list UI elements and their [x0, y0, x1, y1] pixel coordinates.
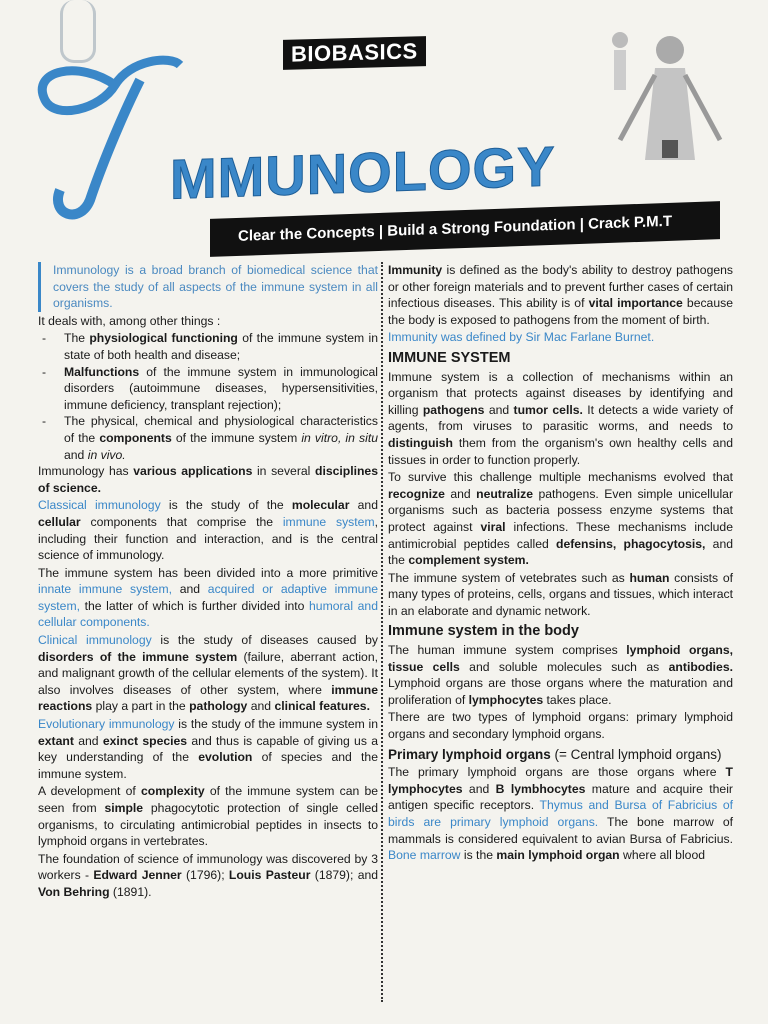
paragraph: Clinical immunology is the study of diseases caused by disorders of the immune system (failure, aberrant action, and malignant growth of the cellular elements of the system). It also involves diseases of other system, where immune reactions play a part in the pathology and clinical features. [38, 633, 378, 714]
paragraph: The primary lymphoid organs are those organs where T lymphocytes and B lymbhocytes mature and acquire their antigen specific receptors. Thymus and Bursa of Fabricius of birds are primary lymphoid organs. The bone marrow of mammals is considered equivalent to avian Bursa of Fabricius. Bone marrow is the main lymphoid organ where all blood [388, 765, 733, 863]
paragraph: Immunity is defined as the body's ability to destroy pathogens or other foreign materials and to prevent further cases of certain infectious diseases. This ability is of vital importance because the body is exposed to pathogens from the moment of birth. [388, 263, 733, 327]
human-anatomy-figure-icon [560, 20, 740, 220]
right-column [388, 262, 733, 865]
paragraph: There are two types of lymphoid organs: primary lymphoid organs and secondary lymphoid organs. [388, 710, 733, 742]
left-column [38, 262, 378, 902]
section-heading: IMMUNE SYSTEM [388, 349, 511, 366]
paragraph: To survive this challenge multiple mechanisms evolved that recognize and neutralize pathogens. Even simple unicellular organisms such as bacteria possess enzyme systems that protect against viral infections. These mechanisms include antimicrobial peptides called defensins, phagocytosis, and the complement system. [388, 470, 734, 568]
tagline-banner: Clear the Concepts | Build a Strong Foundation | Crack P.M.T [210, 201, 720, 257]
section-heading: Immune system in the body [388, 623, 579, 640]
paragraph: A development of complexity of the immune system can be seen from simple phagocytotic protection of single celled organisms, to circulating antimicrobial peptides in insects to lymphoid organs in vertebrates. [38, 784, 378, 849]
paragraph: Immune system is a collection of mechanisms within an organism that protects against diseases by identifying and killing pathogens and tumor cells. It detects a wide variety of agents, from viruses to parasitic worms, and needs to distinguish them from the organism's own healthy cells and tissues in order to function properly. [388, 369, 733, 467]
column-divider [381, 262, 383, 1002]
paragraph: Immunology has various applications in several disciplines of science. [38, 464, 378, 495]
list-item: - The physiological functioning of the immune system in state of both health and disease; [64, 330, 378, 363]
paragraph: Evolutionary immunology is the study of the immune system in extant and exinct species and thus is capable of giving us a key understanding of the evolution of species and the immune system. [38, 717, 378, 781]
paragraph: The foundation of science of immunology was discovered by 3 workers - Edward Jenner (1796); Louis Pasteur (1879); and Von Behring (1891). [38, 851, 379, 899]
paragraph: The immune system has been divided into a more primitive innate immune system, and acquired or adaptive immune system, the latter of which is further divided into humoral and cellular components. [38, 565, 378, 630]
deals-line: It deals with, among other things : [38, 313, 221, 328]
subsection-heading: Primary lymphoid organs (= Central lymphoid organs) [388, 746, 722, 762]
paragraph: Immunity was defined by Sir Mac Farlane Burnet. [388, 330, 655, 345]
intro-paragraph: Immunology is a broad branch of biomedical science that covers the study of all aspects of the immune system in all organisms. [38, 262, 378, 312]
list-item: - The physical, chemical and physiological characteristics of the components of the immune system in vitro, in situ and in vivo. [64, 413, 378, 463]
topics-list [38, 330, 378, 463]
page-title: MMUNOLOGY [170, 134, 556, 211]
paragraph: Classical immunology is the study of the molecular and cellular components that comprise the immune system, including their function and interaction, and is the central science of immunology. [38, 498, 378, 563]
paragraph: The immune system of vetebrates such as human consists of many types of proteins, cells, organs and tissues, which interact in an elaborate and dynamic network. [388, 570, 733, 618]
paragraph: The human immune system comprises lymphoid organs, tissue cells and soluble molecules such as antibodies. Lymphoid organs are those organs where the maturation and proliferation of lymphocytes takes place. [388, 643, 733, 707]
section-badge: BIOBASICS [283, 36, 426, 70]
list-item: - Malfunctions of the immune system in immunological disorders (autoimmune diseases, hypersensitivities, immune deficiency, transplant rejection); [64, 364, 378, 414]
